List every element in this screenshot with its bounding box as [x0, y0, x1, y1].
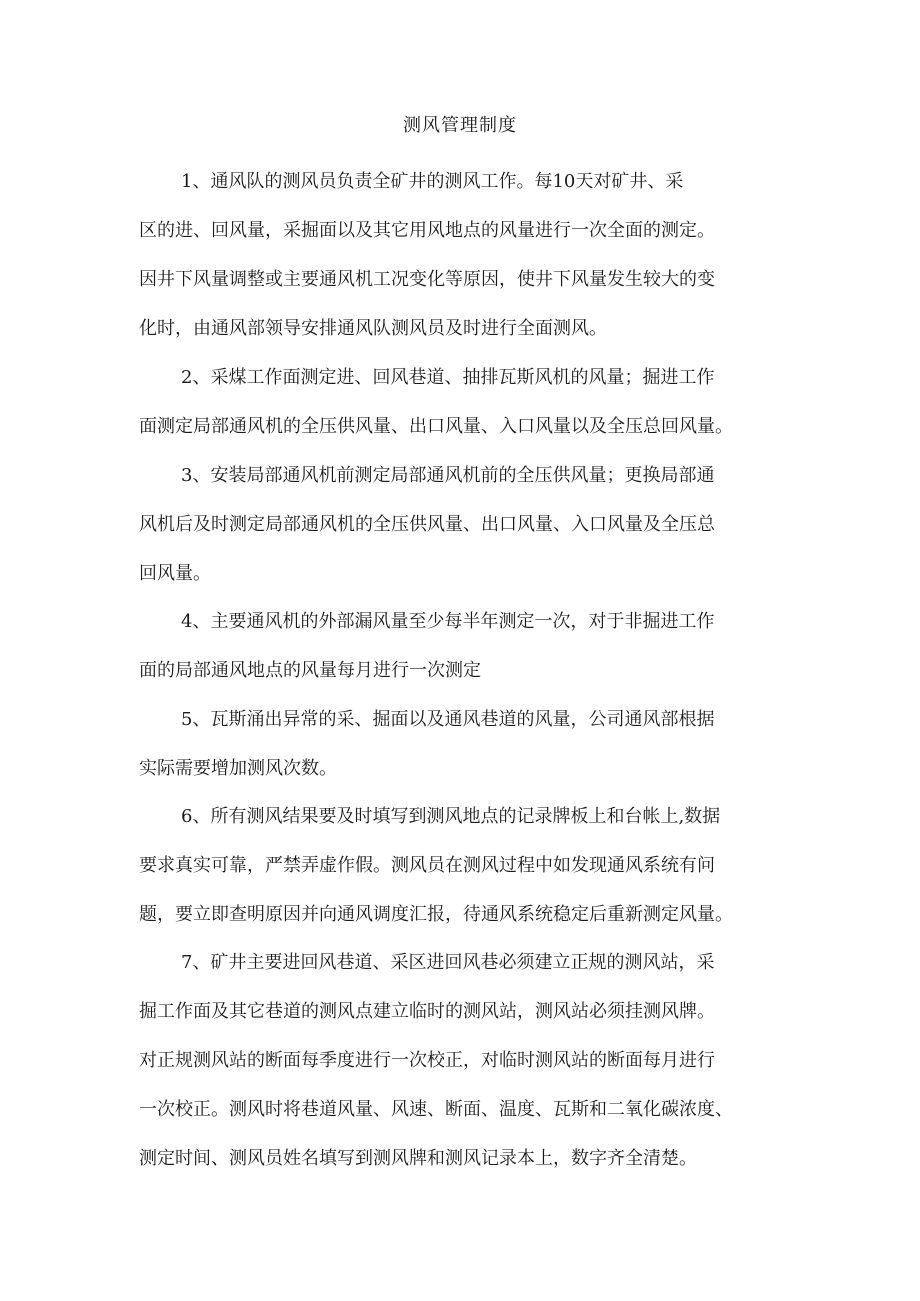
paragraph-line: 7、矿井主要进回风巷道、采区进回风巷必须建立正规的测风站，采 [181, 952, 715, 973]
paragraph-line: 3、安装局部通风机前测定局部通风机前的全压供风量；更换局部通 [181, 465, 715, 486]
paragraph-line: 面的局部通风地点的风量每月进行一次测定 [139, 660, 481, 681]
paragraph-line: 测定时间、测风员姓名填写到测风牌和测风记录本上，数字齐全清楚。 [139, 1148, 697, 1169]
paragraph-line: 题，要立即查明原因并向通风调度汇报，待通风系统稳定后重新测定风量。 [139, 904, 733, 925]
paragraph-line: 4、主要通风机的外部漏风量至少每半年测定一次，对于非掘进工作 [181, 611, 715, 632]
paragraph-line: 6、所有测风结果要及时填写到测风地点的记录牌板上和台帐上,数据 [181, 806, 721, 827]
paragraph-line: 风机后及时测定局部通风机的全压供风量、出口风量、入口风量及全压总 [139, 514, 715, 535]
paragraph-line: 要求真实可靠，严禁弄虚作假。测风员在测风过程中如发现通风系统有问 [139, 855, 715, 876]
paragraph-line: 面测定局部通风机的全压供风量、出口风量、入口风量以及全压总回风量。 [139, 416, 733, 437]
paragraph-4 [139, 597, 799, 695]
paragraph-5 [139, 695, 799, 793]
paragraph-line: 实际需要增加测风次数。 [139, 758, 337, 779]
paragraph-1 [139, 157, 799, 353]
paragraph-2 [139, 353, 799, 451]
paragraph-6 [139, 792, 799, 939]
document-title: 测风管理制度 [403, 115, 517, 136]
paragraph-line: 掘工作面及其它巷道的测风点建立临时的测风站，测风站必须挂测风牌。 [139, 1001, 715, 1022]
paragraph-line: 2、采煤工作面测定进、回风巷道、抽排瓦斯风机的风量；掘进工作 [181, 367, 715, 388]
paragraph-line: 5、瓦斯涌出异常的采、掘面以及通风巷道的风量，公司通风部根据 [181, 709, 715, 730]
paragraph-line: 化时，由通风部领导安排通风队测风员及时进行全面测风。 [139, 318, 607, 339]
paragraph-3 [139, 451, 799, 598]
paragraph-line: 对正规测风站的断面每季度进行一次校正，对临时测风站的断面每月进行 [139, 1050, 715, 1071]
paragraph-line: 因井下风量调整或主要通风机工况变化等原因，使井下风量发生较大的变 [139, 269, 715, 290]
paragraph-line: 1、通风队的测风员负责全矿井的测风工作。每10天对矿井、采 [181, 171, 684, 192]
paragraph-line: 一次校正。测风时将巷道风量、风速、断面、温度、瓦斯和二氧化碳浓度、 [139, 1099, 733, 1120]
paragraph-line: 区的进、回风量，采掘面以及其它用风地点的风量进行一次全面的测定。 [139, 220, 715, 241]
paragraph-7 [139, 938, 799, 1183]
paragraph-line: 回风量。 [139, 563, 211, 584]
